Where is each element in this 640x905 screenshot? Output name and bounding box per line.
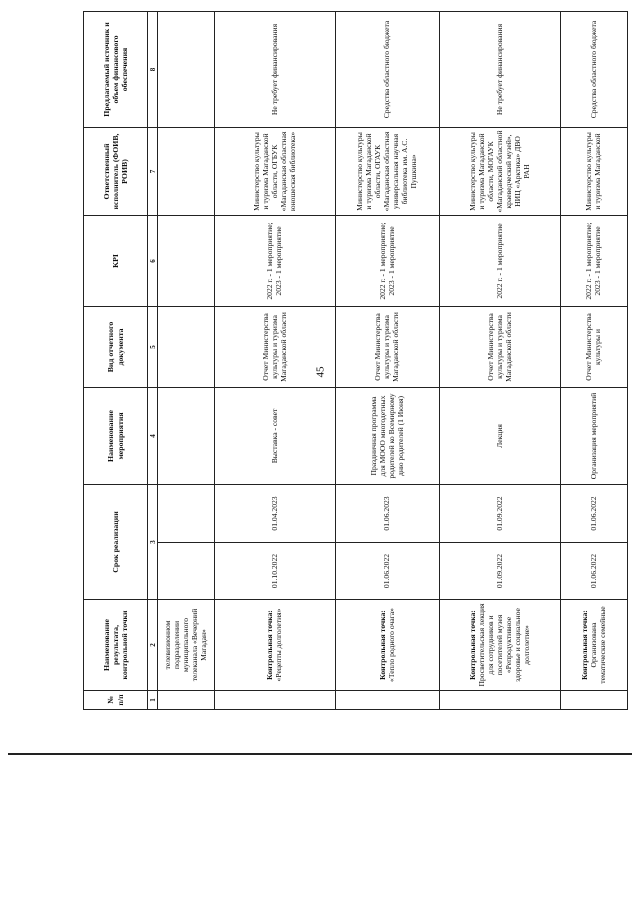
result-cell: [215, 600, 336, 691]
col-number: 6: [148, 215, 158, 306]
kpi-cell: [158, 215, 215, 306]
table-row: [336, 11, 440, 709]
event-cell: Лекция: [440, 387, 561, 484]
funding-cell: Не требует финансирования: [215, 11, 336, 127]
kpi-cell: 2022 г. - 1 мероприятие; 2023 - 1 мероприятие: [215, 215, 336, 306]
result-text: «Тепло родного очага»: [386, 608, 396, 682]
end-cell: [158, 484, 215, 542]
table-row: [440, 11, 561, 709]
row-num-cell: [336, 691, 440, 710]
end-cell: 01.04.2023: [215, 484, 336, 542]
header-period: Срок реализации: [84, 484, 148, 599]
event-cell: Организация мероприятий: [561, 387, 628, 484]
kpi-cell: 2022 г. - 1 мероприятие: [440, 215, 561, 306]
page-divider-line: [8, 753, 632, 755]
event-cell: Выставка - совет: [215, 387, 336, 484]
result-text: телевизионном подразделении муниципального телеканала «Вечерний Магадан»: [162, 608, 208, 682]
funding-cell: Средства областного бюджета: [336, 11, 440, 127]
row-num-cell: [158, 691, 215, 710]
funding-cell: Не требует финансирования: [440, 11, 561, 127]
header-kpi: KPI: [84, 215, 148, 306]
header-row: [84, 11, 148, 709]
row-num-cell: [561, 691, 628, 710]
result-cell: [158, 600, 215, 691]
event-cell: Праздничная программа для МООО многодетных родителей ко Всемирному дню родителей (1 Июня): [336, 387, 440, 484]
executor-cell: [158, 127, 215, 215]
control-point-label: Контрольная точка:: [579, 610, 589, 680]
end-cell: 01.06.2022: [561, 484, 628, 542]
column-number-row: [148, 11, 158, 709]
result-cell: [336, 600, 440, 691]
start-cell: 01.06.2022: [336, 543, 440, 600]
control-point-label: Контрольная точка:: [468, 610, 478, 680]
col-number: 4: [148, 387, 158, 484]
executor-cell: Министерство культуры и туризма Магаданской области, ОГАУК «Магаданская областная универсальная научная библиотека им. А.С. Пушкина»: [336, 127, 440, 215]
start-cell: 01.09.2022: [440, 543, 561, 600]
header-doc: Вид отчетного документа: [84, 306, 148, 387]
col-number: 5: [148, 306, 158, 387]
plan-table: [83, 11, 628, 710]
result-text: Организована тематические семейные: [588, 606, 607, 684]
row-num-cell: [440, 691, 561, 710]
col-number: 8: [148, 11, 158, 127]
executor-cell: Министерство культуры и туризма Магаданской области, ОГБУК «Магаданская областная юношеская библиотека»: [215, 127, 336, 215]
doc-cell: Отчет Министерства культуры и туризма Магаданской области: [336, 306, 440, 387]
header-event: Наименование мероприятия: [84, 387, 148, 484]
control-point-label: Контрольная точка:: [265, 610, 275, 680]
end-cell: 01.06.2023: [336, 484, 440, 542]
start-cell: 01.10.2022: [215, 543, 336, 600]
funding-cell: [158, 11, 215, 127]
table-row: [215, 11, 336, 709]
doc-cell: [158, 306, 215, 387]
col-number: 7: [148, 127, 158, 215]
header-funding: Предлагаемый источник и объем финансового обеспечения: [84, 11, 148, 127]
end-cell: 01.09.2022: [440, 484, 561, 542]
control-point-label: Контрольная точка:: [377, 610, 387, 680]
kpi-cell: 2022 г. - 1 мероприятие; 2023 - 1 мероприятие: [336, 215, 440, 306]
doc-cell: Отчет Министерства культуры и туризма Магаданской области: [440, 306, 561, 387]
col-number: 2: [148, 600, 158, 691]
result-cell: [561, 600, 628, 691]
kpi-cell: 2022 г. - 1 мероприятие; 2023 - 1 мероприятие: [561, 215, 628, 306]
result-text: Просветительская лекция для сотрудников и посетителей музея «Репродуктивное здоровье и социальное долголетие»: [476, 603, 531, 687]
rotated-table-container: [83, 12, 628, 710]
header-result: Наименование результата, контрольной точки: [84, 600, 148, 691]
doc-cell: Отчет Министерства культуры и туризма Магаданской области: [215, 306, 336, 387]
executor-cell: Министерство культуры и туризма Магаданской области, МОГАУК «Магаданский областной краеведческий музей», НИЦ «Арктика» ДВО РАН: [440, 127, 561, 215]
table-row: [561, 11, 628, 709]
col-number: 1: [148, 691, 158, 710]
page-number-text: 45: [314, 366, 326, 378]
header-num: № п/п: [84, 691, 148, 710]
header-executor: Ответственный исполнитель (ФОИВ, РОИВ): [84, 127, 148, 215]
doc-cell: Отчет Министерства культуры и: [561, 306, 628, 387]
row-num-cell: [215, 691, 336, 710]
start-cell: [158, 543, 215, 600]
funding-cell: Средства областного бюджета: [561, 11, 628, 127]
executor-cell: Министерство культуры и туризма Магаданской: [561, 127, 628, 215]
result-text: «Рецепты долголетия»: [274, 608, 284, 682]
result-cell: [440, 600, 561, 691]
event-cell: [158, 387, 215, 484]
col-number: 3: [148, 484, 158, 599]
table-row: [158, 11, 215, 709]
start-cell: 01.06.2022: [561, 543, 628, 600]
